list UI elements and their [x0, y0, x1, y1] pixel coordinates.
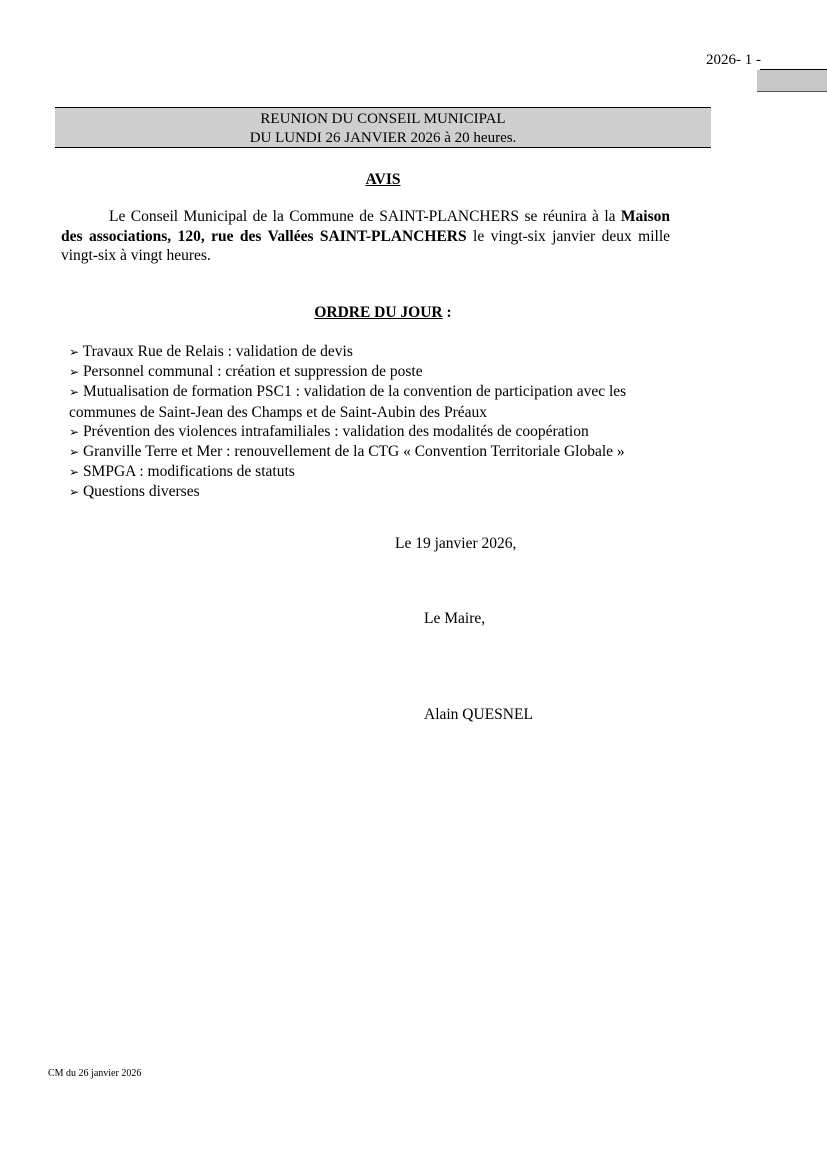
- agenda-item: [69, 382, 669, 421]
- meeting-header-line2: DU LUNDI 26 JANVIER 2026 à 20 heures.: [249, 130, 517, 146]
- arrow-bullet-icon: ➢: [69, 385, 80, 400]
- avis-text-part1: Le Conseil Municipal de la Commune de SAINT-PLANCHERS se réunira à la: [109, 208, 621, 225]
- avis-paragraph: [61, 207, 670, 266]
- agenda-item-text: Personnel communal : création et suppression de poste: [82, 363, 423, 381]
- avis-text-part2: le vingt-six janvier deux mille vingt-six à vingt heures.: [61, 227, 671, 264]
- agenda-item-text: Mutualisation de formation PSC1 : validation de la convention de participation avec les communes de Saint-Jean des Champs et de Saint-Aubin des Préaux: [69, 383, 627, 421]
- arrow-bullet-icon: ➢: [69, 485, 80, 500]
- agenda-title: [55, 304, 711, 322]
- agenda-item: [69, 442, 669, 462]
- agenda-item: [69, 342, 669, 362]
- arrow-bullet-icon: ➢: [69, 365, 80, 380]
- meeting-header-line1: REUNION DU CONSEIL MUNICIPAL: [260, 111, 506, 127]
- arrow-bullet-icon: ➢: [69, 445, 80, 460]
- avis-title: AVIS: [365, 171, 401, 188]
- agenda-title-text: ORDRE DU JOUR: [314, 304, 443, 321]
- arrow-bullet-icon: ➢: [69, 424, 80, 439]
- agenda-item-text: Prévention des violences intrafamiliales : validation des modalités de coopération: [82, 422, 589, 440]
- arrow-bullet-icon: ➢: [69, 465, 80, 480]
- agenda-item-text: SMPGA : modifications de statuts: [82, 463, 295, 481]
- avis-text-location: Maison des associations, 120, rue des Vallées SAINT-PLANCHERS: [61, 208, 670, 245]
- agenda-list: [69, 342, 669, 503]
- signature-date: Le 19 janvier 2026,: [395, 535, 517, 552]
- arrow-bullet-icon: ➢: [69, 345, 80, 359]
- signature-role: Le Maire,: [424, 610, 486, 627]
- agenda-item-text: Granville Terre et Mer : renouvellement de la CTG « Convention Territoriale Globale »: [82, 443, 625, 461]
- agenda-item: [69, 362, 669, 382]
- meeting-header: [55, 107, 711, 148]
- agenda-item-text: Questions diverses: [82, 483, 200, 501]
- agenda-title-colon: :: [442, 304, 452, 321]
- agenda-item: [69, 462, 669, 482]
- header-tab-box: [757, 70, 827, 92]
- agenda-item: [69, 482, 669, 502]
- agenda-item-text: Travaux Rue de Relais : validation de devis: [82, 343, 353, 360]
- page-footer: CM du 26 janvier 2026: [48, 1068, 142, 1079]
- agenda-item: [69, 422, 669, 442]
- page-number: 2026- 1 -: [706, 52, 761, 68]
- signatory-name: Alain QUESNEL: [424, 706, 533, 723]
